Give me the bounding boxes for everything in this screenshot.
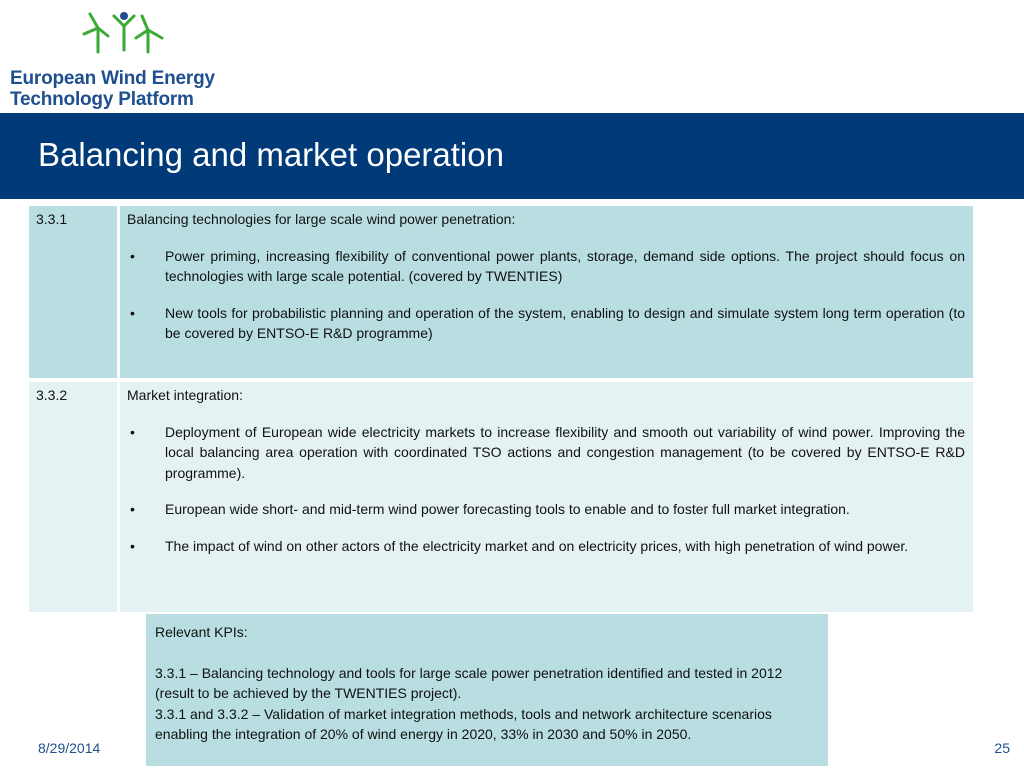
bullet-text: New tools for probabilistic planning and operation of the system, enabling to design and simulate system long term operation (to be covered by ENTSO-E R&D programme) <box>165 304 965 341</box>
list-item <box>127 422 965 484</box>
list-item <box>127 246 965 287</box>
kpi-box <box>146 614 828 766</box>
page-title: Balancing and market operation <box>38 136 504 173</box>
kpi-line-2: 3.3.1 and 3.3.2 – Validation of market integration methods, tools and network architecture scenarios enabling the integration of 20% of wind energy in 2020, 33% in 2030 and 50% in 2050. <box>155 705 772 742</box>
list-item <box>127 303 965 344</box>
row-content <box>120 382 973 612</box>
bullet-text: Deployment of European wide electricity markets to increase flexibility and smooth out variability of wind power. Improving the local balancing area operation with coordinated TSO actions and congestion management (to be covered by ENTSO-E R&D programme). <box>165 423 965 481</box>
list-item <box>127 499 965 520</box>
bullet-icon: • <box>130 247 135 264</box>
logo-line-2: Technology Platform <box>10 89 194 110</box>
row-heading: Market integration: <box>127 387 243 403</box>
footer-date: 8/29/2014 <box>38 740 101 756</box>
bullet-list <box>127 246 965 344</box>
table-row <box>29 206 973 378</box>
bullet-icon: • <box>130 537 135 554</box>
page-number: 25 <box>994 740 1010 756</box>
list-item <box>127 536 965 557</box>
row-number: 3.3.1 <box>36 211 68 227</box>
logo-text <box>10 68 215 110</box>
kpi-heading: Relevant KPIs: <box>155 624 248 640</box>
wind-turbines-logo-icon <box>76 8 168 56</box>
bullet-icon: • <box>130 304 135 321</box>
bullet-text: European wide short- and mid-term wind power forecasting tools to enable and to foster full market integration. <box>165 501 850 517</box>
row-number: 3.3.2 <box>36 387 68 403</box>
bullet-list <box>127 422 965 557</box>
title-bar <box>0 113 1024 199</box>
kpi-line-1: 3.3.1 – Balancing technology and tools for large scale power penetration identified and tested in 2012 (result to be achieved by the TWENTIES project). <box>155 664 783 701</box>
bullet-icon: • <box>130 501 135 517</box>
bullet-text: The impact of wind on other actors of the electricity market and on electricity prices, with high penetration of wind power. <box>165 537 909 554</box>
bullet-text: Power priming, increasing flexibility of conventional power plants, storage, demand side options. The project should focus on technologies with large scale potential. (covered by TWENTIES) <box>165 247 965 284</box>
bullet-icon: • <box>130 423 135 440</box>
table-row <box>29 382 973 612</box>
row-heading: Balancing technologies for large scale wind power penetration: <box>127 211 516 227</box>
row-content <box>120 206 973 378</box>
logo-line-1: European Wind Energy <box>10 68 215 89</box>
logo <box>10 8 215 112</box>
